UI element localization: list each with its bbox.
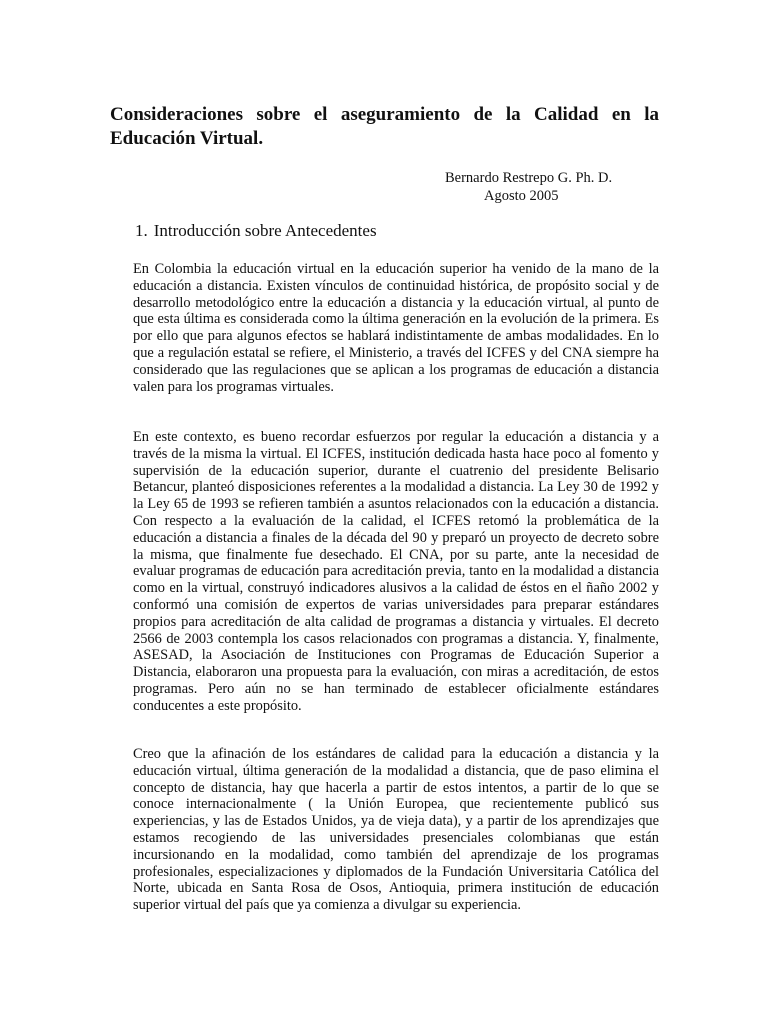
paragraph-3: Creo que la afinación de los estándares de calidad para la educación a distancia y la educación virtual, última generación de la modalidad a distancia, que de paso elimina el concepto de distancia, hay que hacerla a partir de estos intentos, a partir de lo que se conoce internacionalmente ( la Unión Europea, que recientemente publicó sus experiencias, y las de Estados Unidos, ya de vieja data), y a partir de los aprendizajes que estamos recogiendo de las universidades presenciales colombianas que están incursionando en la modalidad, como también del aprendizaje de los programas profesionales, especializaciones y diplomados de la Fundación Universitaria Católica del Norte, ubicada en Santa Rosa de Osos, Antioquia, primera institución de educación superior virtual del país que ya comienza a divulgar su experiencia. — [133, 746, 659, 914]
section-heading — [135, 221, 377, 241]
paragraph-2: En este contexto, es bueno recordar esfuerzos por regular la educación a distancia y a través de la misma la virtual. El ICFES, institución dedicada hasta hace poco al fomento y supervisión de la educación superior, durante el cuatrenio del presidente Belisario Betancur, planteó disposiciones referentes a la modalidad a distancia. La Ley 30 de 1992 y la Ley 65 de 1993 se refieren también a asuntos relacionados con la educación a distancia. Con respecto a la evaluación de la calidad, el ICFES retomó la problemática de la educación a distancia a finales de la década del 90 y preparó un proyecto de decreto sobre la misma, que finalmente fue desechado. El CNA, por su parte, ante la necesidad de evaluar programas de educación para acreditación previa, tanto en la modalidad a distancia como en la virtual, construyó indicadores alusivos a la calidad de éstos en el ñaño 2002 y conformó una comisión de expertos de varias universidades para preparar estándares propios para acreditación de alta calidad de programas a distancia y virtuales. El decreto 2566 de 2003 contempla los casos relacionados con programas a distancia. Y, finalmente, ASESAD, la Asociación de Instituciones con Programas de Educación Superior a Distancia, elaboraron una propuesta para la evaluación, con miras a acreditación, de estos programas. Pero aún no se han terminado de establecer oficialmente estándares conducentes a este propósito. — [133, 429, 659, 714]
author-name: Bernardo Restrepo G. Ph. D. — [445, 170, 613, 186]
paragraph-1: En Colombia la educación virtual en la educación superior ha venido de la mano de la educación a distancia. Existen vínculos de continuidad histórica, de propósito social y de desarrollo metodológico entre la educación a distancia y la educación virtual, al punto de que esta última es considerada como la última generación en la evolución de la primera. Es por ello que para algunos efectos se hablará indistintamente de ambas modalidades. En lo que a regulación estatal se refiere, el Ministerio, a través del ICFES y del CNA siempre ha considerado que las regulaciones que se aplican a los programas de educación a distancia valen para los programas virtuales. — [133, 261, 659, 395]
section-heading-text: Introducción sobre Antecedentes — [153, 221, 377, 240]
document-date: Agosto 2005 — [484, 188, 559, 204]
section-number: 1. — [135, 221, 148, 240]
document-title: Consideraciones sobre el aseguramiento de la Calidad en la Educación Virtual. — [110, 104, 659, 149]
